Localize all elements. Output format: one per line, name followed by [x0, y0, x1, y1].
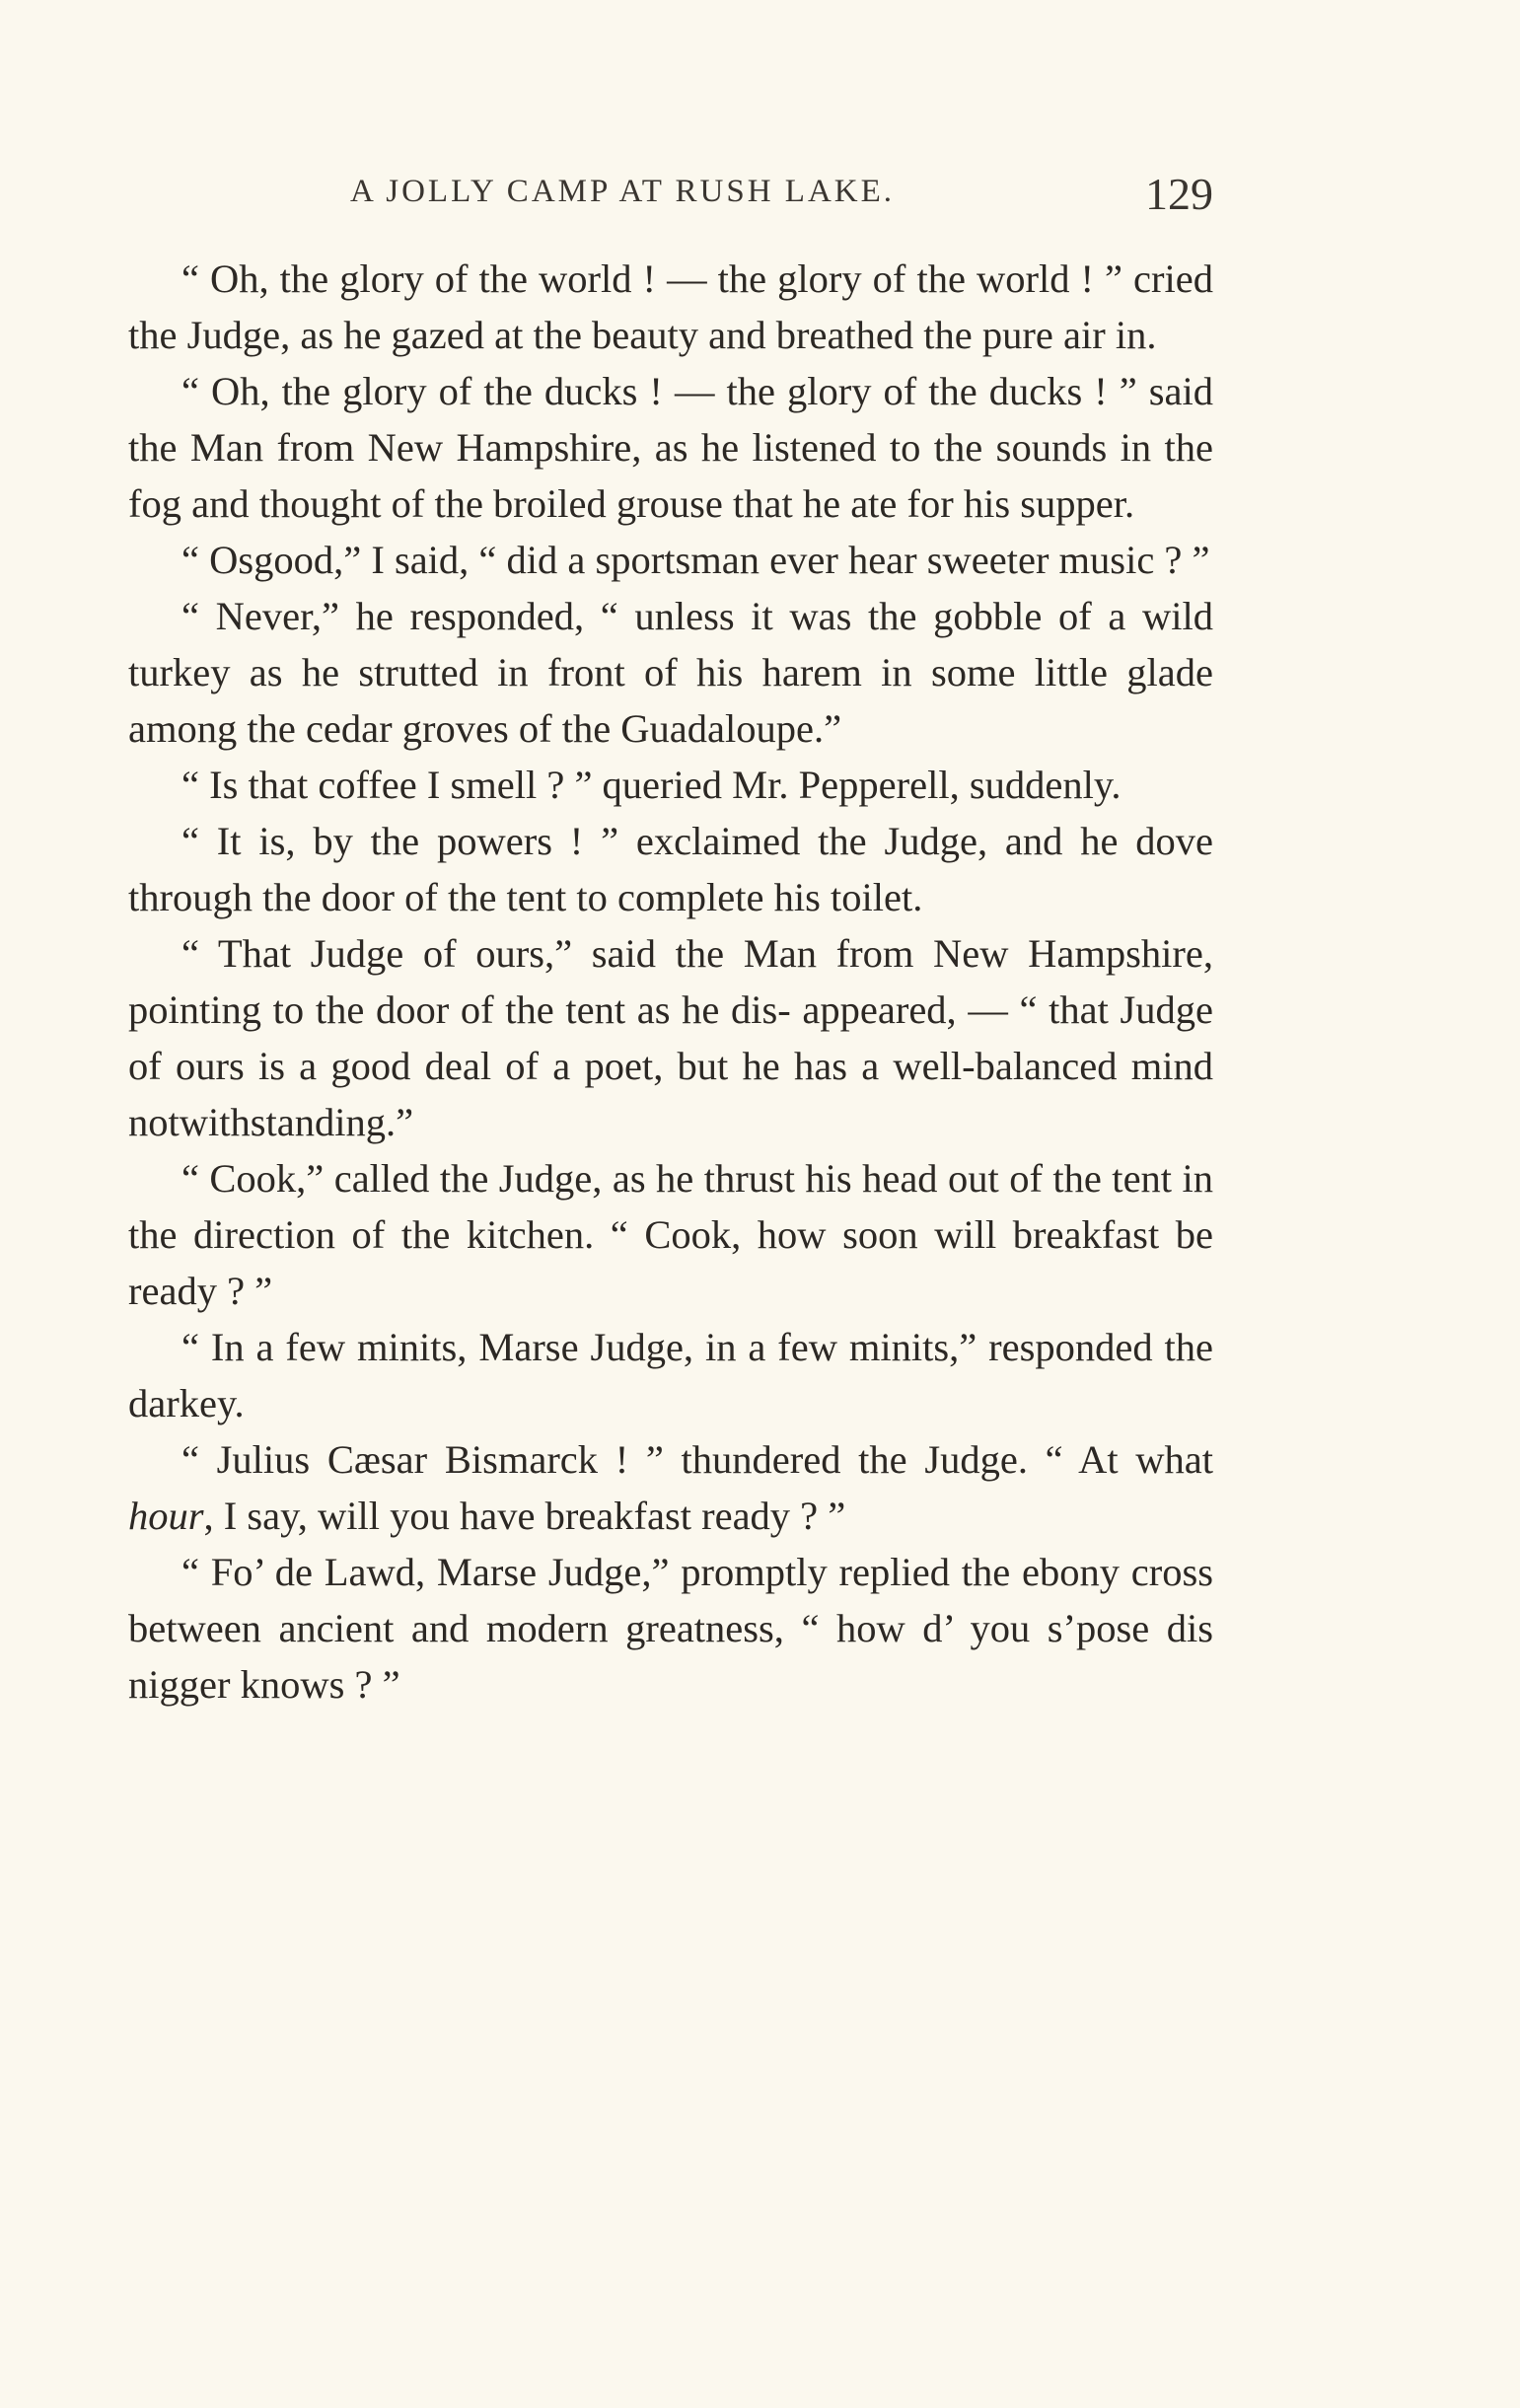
paragraph-osgood: “ Osgood,” I said, “ did a sportsman ever hear sweeter music ? ”: [181, 538, 1210, 582]
paragraph-julius-caesar: [128, 1431, 1213, 1544]
paragraph-never: “ Never,” he responded, “ unless it was the gobble of a wild turkey as he strutted in front of his harem in some little glade among the cedar groves of the Guadaloupe.”: [128, 594, 1213, 751]
paragraph-judge-of-ours: “ That Judge of ours,” said the Man from New Hampshire, pointing to the door of the tent as he dis- appeared, — “ that Judge of ours is a good deal of a poet, but he has a well-balanced mind notwithstanding.”: [128, 931, 1213, 1144]
paragraph-powers: “ It is, by the powers ! ” exclaimed the Judge, and he dove through the door of the tent to complete his toilet.: [128, 819, 1213, 919]
paragraph-coffee: “ Is that coffee I smell ? ” queried Mr. Pepperell, suddenly.: [181, 763, 1122, 807]
julius-text-after: , I say, will you have breakfast ready ? ”: [203, 1494, 846, 1538]
paragraph-glory-of-world: “ Oh, the glory of the world ! — the glory of the world ! ” cried the Judge, as he gazed at the beauty and breathed the pure air in.: [128, 256, 1213, 357]
paragraph-few-minits: “ In a few minits, Marse Judge, in a few minits,” responded the darkey.: [128, 1325, 1213, 1425]
paragraph-fo-de-lawd: “ Fo’ de Lawd, Marse Judge,” promptly replied the ebony cross between ancient and modern greatness, “ how d’ you s’pose dis nigger knows ? ”: [128, 1550, 1213, 1707]
julius-text-before: “ Julius Cæsar Bismarck ! ” thundered the Judge. “ At what: [181, 1437, 1213, 1482]
emphasis-hour: hour: [128, 1494, 204, 1538]
paragraph-cook: “ Cook,” called the Judge, as he thrust his head out of the tent in the direction of the kitchen. “ Cook, how soon will breakfast be ready ? ”: [128, 1156, 1213, 1313]
running-title: A JOLLY CAMP AT RUSH LAKE.: [350, 174, 896, 209]
paragraph-glory-of-ducks: “ Oh, the glory of the ducks ! — the glory of the ducks ! ” said the Man from New Hampshire, as he listened to the sounds in the fog and thought of the broiled grouse that he ate for his supper.: [128, 369, 1213, 526]
running-head: [128, 168, 1213, 237]
body-text: [128, 251, 1213, 1713]
page-number: 129: [1145, 169, 1213, 219]
